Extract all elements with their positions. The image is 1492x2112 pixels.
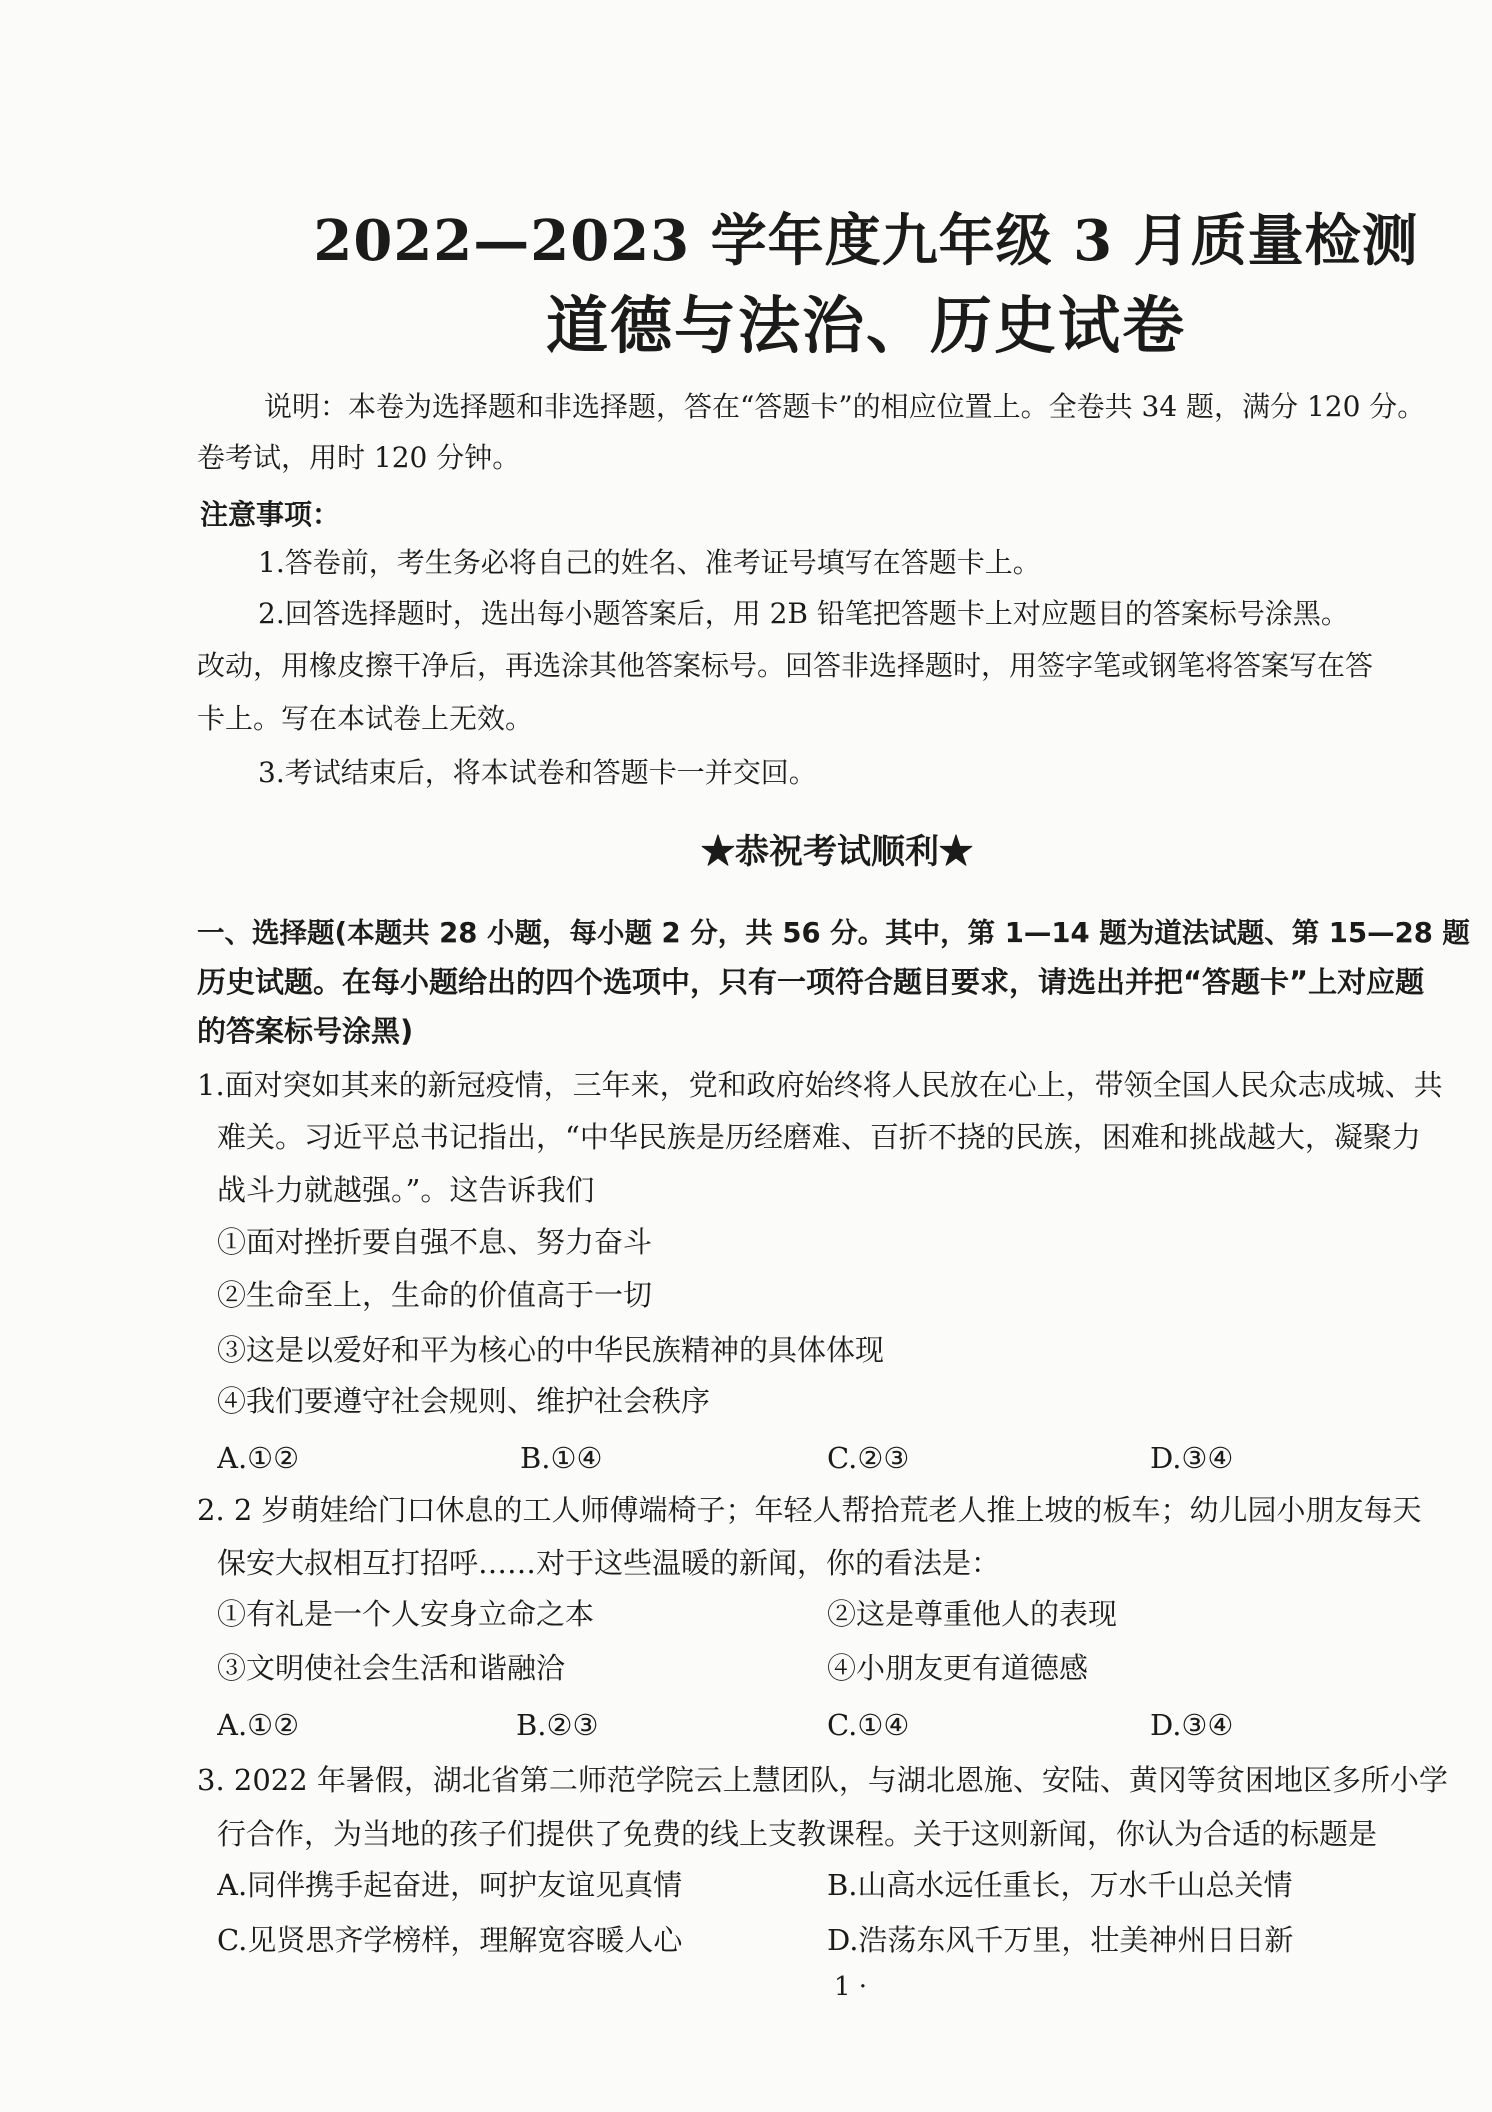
question-2-stem: 2. 2 岁萌娃给门口休息的工人师傅端椅子；年轻人帮拾荒老人推上坡的板车；幼儿园小朋友每天 bbox=[197, 1493, 1422, 1527]
question-2-stem: 保安大叔相互打招呼……对于这些温暖的新闻，你的看法是： bbox=[217, 1546, 1001, 1580]
option-d: D.浩荡东风千万里，壮美神州日日新 bbox=[827, 1923, 1294, 1957]
option-c: C.②③ bbox=[827, 1441, 910, 1475]
option-b: B.①④ bbox=[520, 1441, 603, 1475]
question-2-statements-row bbox=[0, 1596, 1492, 1632]
exam-title: 2022—2023 学年度九年级 3 月质量检测 bbox=[313, 209, 1419, 273]
instructions-description-line: 卷考试，用时 120 分钟。 bbox=[197, 441, 521, 474]
question-2-statement: ②这是尊重他人的表现 bbox=[827, 1597, 1118, 1631]
question-1-stem: 1.面对突如其来的新冠疫情，三年来，党和政府始终将人民放在心上，带领全国人民众志成城、共 bbox=[197, 1068, 1443, 1102]
notice-item-continuation: 改动，用橡皮擦干净后，再选涂其他答案标号。回答非选择题时，用签字笔或钢笔将答案写在答 bbox=[197, 649, 1374, 682]
question-2-statement: ③文明使社会生活和谐融洽 bbox=[217, 1651, 566, 1685]
question-1-options bbox=[0, 1440, 1492, 1476]
question-2-statement: ①有礼是一个人安身立命之本 bbox=[217, 1597, 595, 1631]
option-c: C.见贤思齐学榜样，理解宽容暖人心 bbox=[217, 1923, 683, 1957]
notice-item: 3.考试结束后，将本试卷和答题卡一并交回。 bbox=[258, 756, 817, 789]
notice-item-continuation: 卡上。写在本试卷上无效。 bbox=[197, 702, 534, 735]
question-2-statements-row bbox=[0, 1650, 1492, 1686]
option-c: C.①④ bbox=[827, 1708, 910, 1742]
notice-heading: 注意事项： bbox=[200, 498, 341, 531]
notice-item: 2.回答选择题时，选出每小题答案后，用 2B 铅笔把答题卡上对应题目的答案标号涂黑。 bbox=[258, 597, 1349, 630]
section-heading-line: 的答案标号涂黑) bbox=[197, 1014, 414, 1048]
question-3-stem: 行合作，为当地的孩子们提供了免费的线上支教课程。关于这则新闻，你认为合适的标题是 bbox=[217, 1817, 1378, 1851]
option-a: A.①② bbox=[217, 1441, 300, 1475]
option-d: D.③④ bbox=[1150, 1441, 1234, 1475]
question-1-statement: ②生命至上，生命的价值高于一切 bbox=[217, 1278, 653, 1312]
section-heading-line: 一、选择题(本题共 28 小题，每小题 2 分，共 56 分。其中，第 1—14 题为道法试题、第 15—28 题 bbox=[197, 917, 1470, 949]
blessing-banner: ★恭祝考试顺利★ bbox=[701, 832, 973, 872]
question-1-statement: ④我们要遵守社会规则、维护社会秩序 bbox=[217, 1384, 711, 1418]
question-2-statement: ④小朋友更有道德感 bbox=[827, 1651, 1089, 1685]
question-3-options-row bbox=[0, 1922, 1492, 1958]
question-3-options-row bbox=[0, 1867, 1492, 1903]
question-1-stem: 战斗力就越强。”。这告诉我们 bbox=[217, 1173, 595, 1207]
option-b: B.山高水远任重长，万水千山总关情 bbox=[827, 1868, 1293, 1902]
notice-item: 1.答卷前，考生务必将自己的姓名、准考证号填写在答题卡上。 bbox=[258, 546, 1041, 579]
question-1-statement: ①面对挫折要自强不息、努力奋斗 bbox=[217, 1225, 653, 1259]
option-d: D.③④ bbox=[1150, 1708, 1234, 1742]
option-b: B.②③ bbox=[516, 1708, 599, 1742]
option-a: A.同伴携手起奋进，呵护友谊见真情 bbox=[217, 1868, 683, 1902]
page-number: 1 · bbox=[834, 1972, 868, 2002]
question-3-stem: 3. 2022 年暑假，湖北省第二师范学院云上慧团队，与湖北恩施、安陆、黄冈等贫困地区多所小学 bbox=[197, 1763, 1448, 1797]
question-1-statement: ③这是以爱好和平为核心的中华民族精神的具体体现 bbox=[217, 1333, 885, 1367]
instructions-description-line: 说明：本卷为选择题和非选择题，答在“答题卡”的相应位置上。全卷共 34 题，满分 120 分。 bbox=[264, 390, 1426, 423]
option-a: A.①② bbox=[217, 1708, 300, 1742]
question-2-options bbox=[0, 1707, 1492, 1743]
section-heading-line: 历史试题。在每小题给出的四个选项中，只有一项符合题目要求，请选出并把“答题卡”上对应题 bbox=[197, 965, 1425, 999]
question-1-stem: 难关。习近平总书记指出，“中华民族是历经磨难、百折不挠的民族，困难和挑战越大，凝聚力 bbox=[217, 1120, 1421, 1154]
exam-subject-title: 道德与法治、历史试卷 bbox=[545, 290, 1186, 362]
